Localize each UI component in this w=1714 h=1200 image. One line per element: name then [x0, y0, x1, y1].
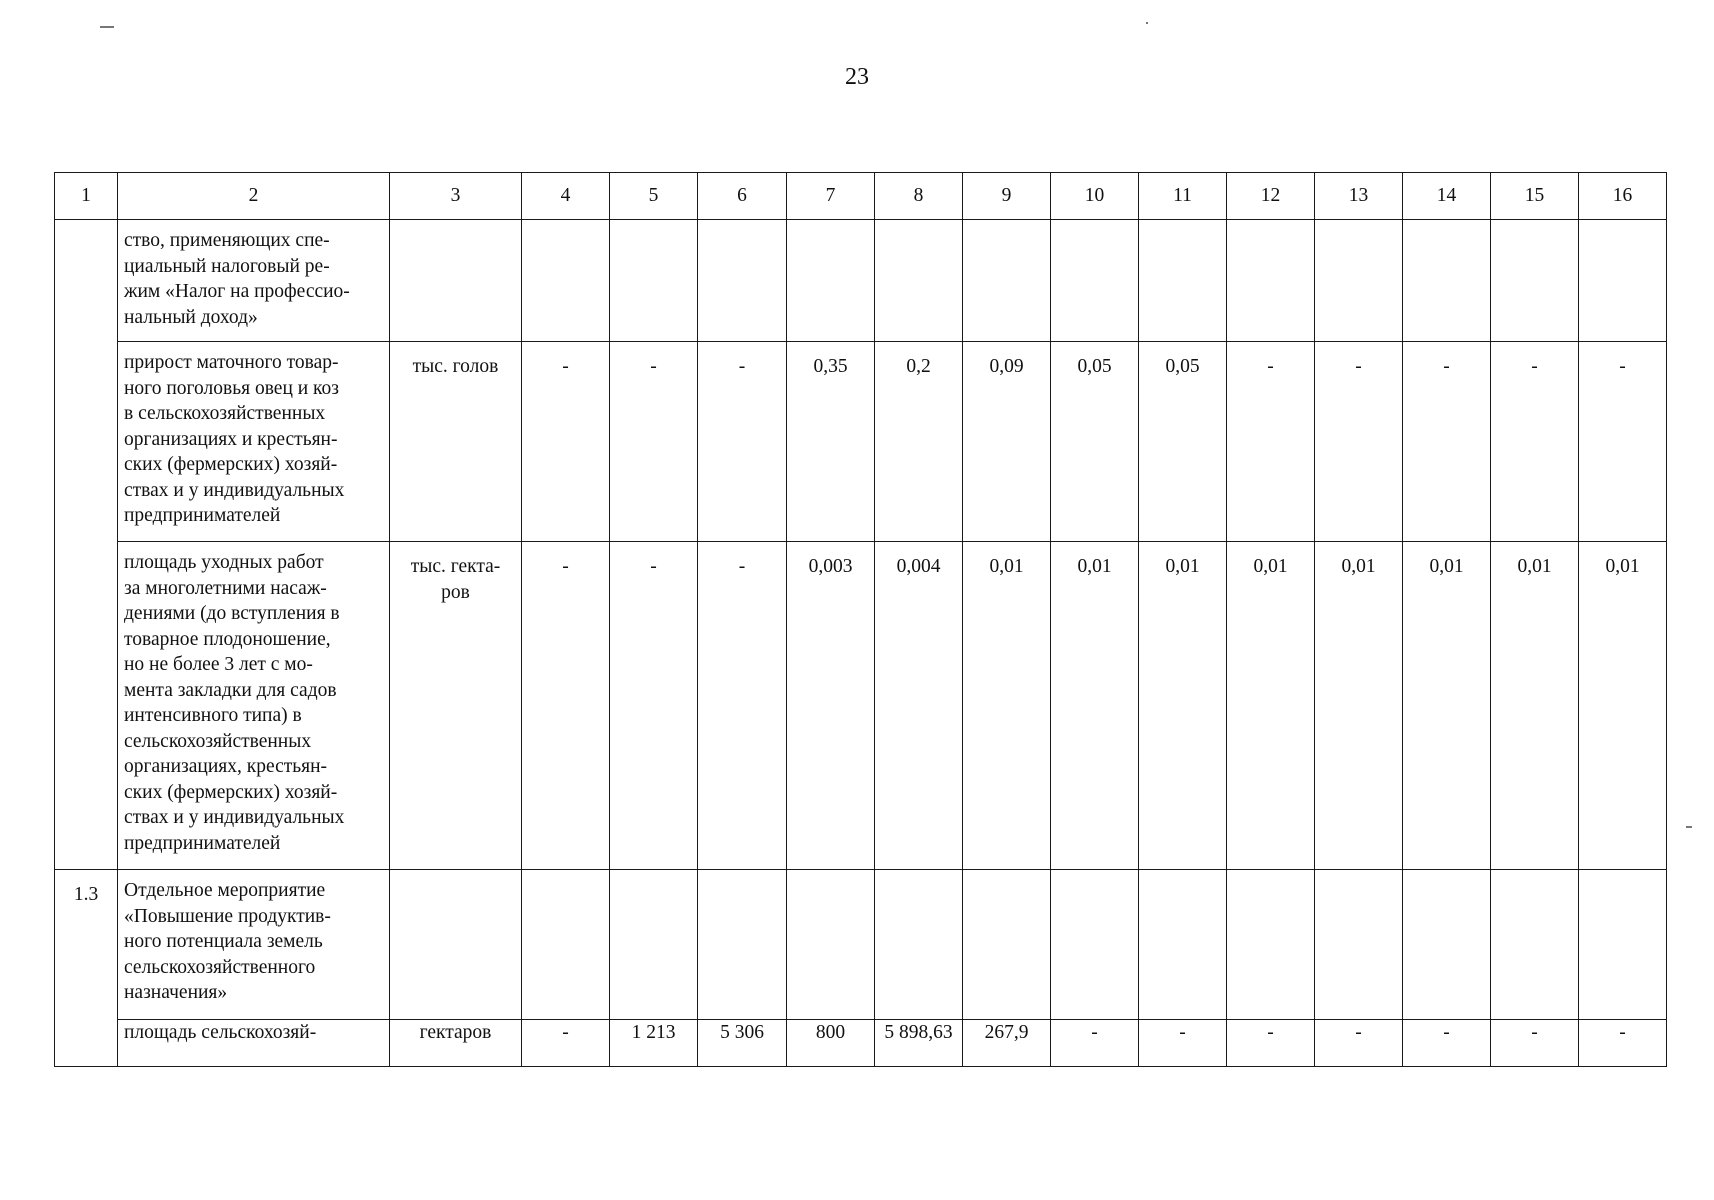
value-cell: 0,01 — [1051, 542, 1139, 870]
table-row — [55, 1020, 1667, 1067]
value-cell: 5 898,63 — [875, 1020, 963, 1067]
indicator-name-line: ствах и у индивидуальных — [124, 807, 345, 828]
indicator-name-line: ного потенциала земель — [124, 931, 323, 952]
value-cell: 0,35 — [787, 342, 875, 542]
value-cell — [1315, 870, 1403, 1020]
value-cell: - — [522, 1020, 610, 1067]
value-cell: - — [1051, 1020, 1139, 1067]
indicators-table — [54, 172, 1667, 1067]
scan-speck — [1146, 22, 1148, 24]
value-cell — [963, 220, 1051, 342]
value-cell: 0,01 — [1315, 542, 1403, 870]
value-cell — [787, 870, 875, 1020]
indicator-name-line: предпринимателей — [124, 505, 281, 526]
value-cell: - — [522, 542, 610, 870]
value-cell: - — [1315, 342, 1403, 542]
header-cell: 13 — [1315, 173, 1403, 220]
value-cell: - — [1315, 1020, 1403, 1067]
header-cell: 2 — [118, 173, 390, 220]
value-cell: 0,05 — [1051, 342, 1139, 542]
row-code-cell: 1.3 — [55, 870, 118, 1067]
page-number: 23 — [845, 64, 869, 90]
value-cell: - — [698, 342, 787, 542]
value-cell — [875, 220, 963, 342]
value-cell: - — [610, 342, 698, 542]
value-cell — [698, 870, 787, 1020]
indicator-name-cell — [118, 220, 390, 342]
indicator-name-line: сельскохозяйственных — [124, 730, 312, 752]
value-cell — [963, 870, 1051, 1020]
indicator-name-line: Отдельное мероприятие — [124, 880, 326, 901]
unit-cell — [390, 220, 522, 342]
value-cell — [875, 870, 963, 1020]
value-cell — [1227, 870, 1315, 1020]
value-cell: 0,01 — [1227, 542, 1315, 870]
value-cell — [610, 220, 698, 342]
indicator-name-line: организациях и крестьян- — [124, 428, 338, 450]
value-cell: 0,01 — [1491, 542, 1579, 870]
indicator-name-line: жим «Налог на профессио- — [124, 281, 350, 302]
indicator-name-line: сельскохозяйственного — [124, 956, 316, 978]
unit-cell: тыс. гекта-ров — [390, 542, 522, 870]
unit-cell — [390, 870, 522, 1020]
header-cell: 11 — [1139, 173, 1227, 220]
value-cell: 0,01 — [1139, 542, 1227, 870]
scan-speck — [100, 26, 114, 28]
value-cell: 0,2 — [875, 342, 963, 542]
value-cell — [1579, 220, 1667, 342]
indicator-name-line: организациях, крестьян- — [124, 756, 328, 777]
value-cell — [610, 870, 698, 1020]
value-cell: 0,004 — [875, 542, 963, 870]
value-cell: - — [610, 542, 698, 870]
indicator-name-line: ного поголовья овец и коз — [124, 377, 339, 399]
value-cell — [787, 220, 875, 342]
indicator-name-line: площадь уходных работ — [124, 552, 324, 573]
value-cell: 0,09 — [963, 342, 1051, 542]
value-cell: - — [1403, 1020, 1491, 1067]
indicator-name-line: циальный налоговый ре- — [124, 255, 330, 277]
table-row — [55, 220, 1667, 342]
table-header-row — [55, 173, 1667, 220]
header-cell: 9 — [963, 173, 1051, 220]
value-cell: - — [1491, 1020, 1579, 1067]
indicator-name-line: прирост маточного товар- — [124, 352, 339, 373]
header-cell: 6 — [698, 173, 787, 220]
indicator-name-line: площадь сельскохозяй- — [124, 1022, 317, 1043]
value-cell — [1139, 870, 1227, 1020]
value-cell — [1491, 220, 1579, 342]
value-cell — [698, 220, 787, 342]
value-cell: - — [1491, 342, 1579, 542]
header-cell: 14 — [1403, 173, 1491, 220]
header-cell: 7 — [787, 173, 875, 220]
indicator-name-line: нальный доход» — [124, 306, 258, 328]
header-cell: 5 — [610, 173, 698, 220]
header-cell: 1 — [55, 173, 118, 220]
row-code-cell — [55, 220, 118, 870]
indicator-name-line: ствах и у индивидуальных — [124, 479, 345, 501]
value-cell: - — [1403, 342, 1491, 542]
unit-cell: тыс. голов — [390, 342, 522, 542]
indicator-name-line: интенсивного типа) в — [124, 705, 302, 726]
value-cell — [522, 220, 610, 342]
value-cell — [1139, 220, 1227, 342]
indicator-name-line: но не более 3 лет с мо- — [124, 654, 313, 675]
value-cell — [1403, 870, 1491, 1020]
value-cell: 0,003 — [787, 542, 875, 870]
indicator-name-line: мента закладки для садов — [124, 679, 337, 701]
value-cell — [1227, 220, 1315, 342]
value-cell: 800 — [787, 1020, 875, 1067]
indicator-name-cell — [118, 1020, 390, 1067]
value-cell: 0,05 — [1139, 342, 1227, 542]
header-cell: 4 — [522, 173, 610, 220]
value-cell: 267,9 — [963, 1020, 1051, 1067]
value-cell — [1051, 220, 1139, 342]
indicator-name-line: в сельскохозяйственных — [124, 403, 326, 424]
value-cell — [1403, 220, 1491, 342]
header-cell: 8 — [875, 173, 963, 220]
value-cell: 5 306 — [698, 1020, 787, 1067]
value-cell: - — [698, 542, 787, 870]
header-cell: 10 — [1051, 173, 1139, 220]
value-cell: 1 213 — [610, 1020, 698, 1067]
value-cell — [1579, 870, 1667, 1020]
indicator-name-cell — [118, 542, 390, 870]
indicator-name-line: дениями (до вступления в — [124, 603, 340, 624]
indicator-name-cell — [118, 342, 390, 542]
unit-cell: гектаров — [390, 1020, 522, 1067]
indicator-name-line: предпринимателей — [124, 832, 281, 854]
value-cell: - — [1227, 342, 1315, 542]
table-row — [55, 870, 1667, 1020]
scan-speck — [1686, 826, 1692, 828]
indicator-name-line: ство, применяющих спе- — [124, 230, 330, 251]
value-cell: - — [522, 342, 610, 542]
header-cell: 16 — [1579, 173, 1667, 220]
indicator-name-line: назначения» — [124, 982, 228, 1003]
table-row — [55, 342, 1667, 542]
value-cell: 0,01 — [1579, 542, 1667, 870]
value-cell: 0,01 — [963, 542, 1051, 870]
indicator-name-line: ских (фермерских) хозяй- — [124, 781, 338, 803]
value-cell — [1315, 220, 1403, 342]
value-cell — [1051, 870, 1139, 1020]
header-cell: 12 — [1227, 173, 1315, 220]
indicator-name-cell — [118, 870, 390, 1020]
value-cell: - — [1139, 1020, 1227, 1067]
value-cell: - — [1579, 342, 1667, 542]
value-cell: - — [1579, 1020, 1667, 1067]
value-cell: 0,01 — [1403, 542, 1491, 870]
table-row — [55, 542, 1667, 870]
indicator-name-line: ских (фермерских) хозяй- — [124, 454, 338, 475]
header-cell: 15 — [1491, 173, 1579, 220]
indicator-name-line: «Повышение продуктив- — [124, 905, 331, 927]
header-cell: 3 — [390, 173, 522, 220]
value-cell — [1491, 870, 1579, 1020]
indicator-name-line: товарное плодоношение, — [124, 628, 331, 650]
indicator-name-line: за многолетними насаж- — [124, 577, 327, 599]
value-cell: - — [1227, 1020, 1315, 1067]
value-cell — [522, 870, 610, 1020]
